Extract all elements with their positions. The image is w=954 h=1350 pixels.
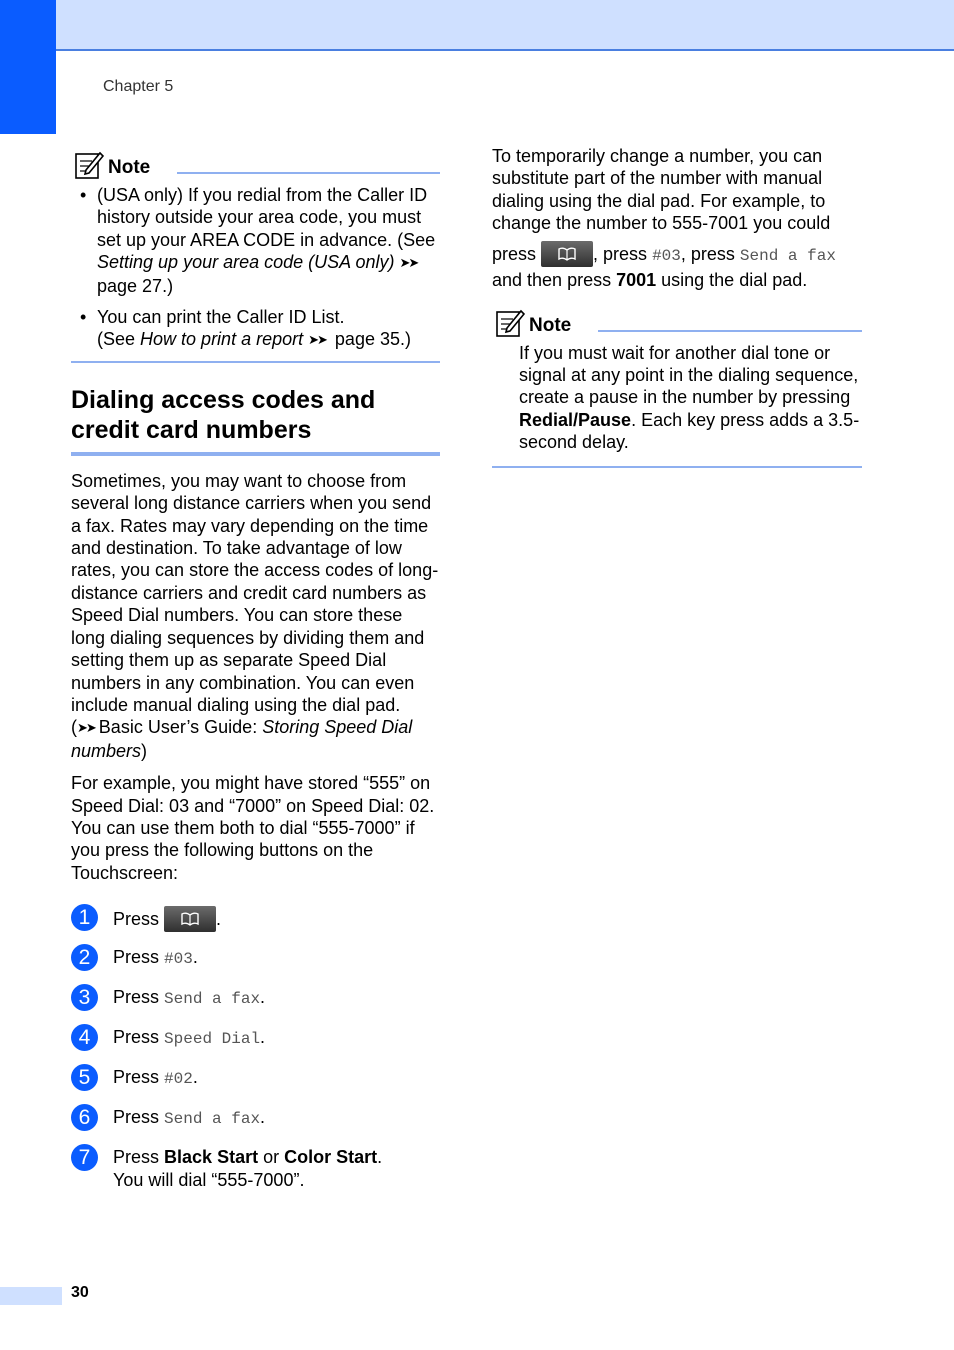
step-number-icon: 2 bbox=[71, 944, 98, 971]
note-list bbox=[71, 184, 440, 352]
step-number-icon: 4 bbox=[71, 1024, 98, 1051]
step-4: 4 Press Speed Dial. bbox=[71, 1026, 440, 1052]
note-end-rule bbox=[492, 466, 862, 468]
substitute-paragraph: To temporarily change a number, you can substitute part of the number with manual dialing using the dial pad. For example, to change the number to 555-7001 you could bbox=[492, 146, 831, 234]
machine-key: Black Start bbox=[164, 1147, 259, 1168]
example-paragraph: For example, you might have stored “555” on Speed Dial: 03 and “7000” on Speed Dial: 02. You can use them both to dial “555-7000” if you press the following buttons on the Touchscreen: bbox=[71, 773, 435, 883]
left-column bbox=[71, 150, 440, 1205]
note-box bbox=[492, 308, 862, 468]
reference-link: Setting up your area code (USA only) bbox=[97, 252, 395, 273]
note-header bbox=[71, 150, 440, 184]
double-arrow-icon: ➤➤ bbox=[308, 332, 326, 348]
note-item: • You can print the Caller ID List. (See How to print a report ➤➤ page 35.) bbox=[71, 306, 440, 352]
note-rule bbox=[177, 172, 440, 174]
note-text: If you must wait for another dial tone or signal at any point in the dialing sequence, create a pause in the number by pressing Redial/Pause. Each key press adds a 3.5-second delay. bbox=[519, 342, 860, 453]
touchscreen-key[interactable]: #03 bbox=[652, 246, 681, 265]
address-book-button[interactable] bbox=[541, 241, 593, 267]
note-item: • (USA only) If you redial from the Caller ID history outside your area code, you must set up your AREA CODE in advance. (See Setting up your area code (USA only) ➤➤ page 27.) bbox=[71, 184, 440, 297]
touchscreen-key[interactable]: Send a fax bbox=[164, 990, 261, 1009]
address-book-icon bbox=[558, 247, 576, 261]
double-arrow-icon: ➤➤ bbox=[399, 255, 418, 271]
note-pencil-icon bbox=[495, 308, 525, 338]
step-2: 2 Press #03. bbox=[71, 946, 440, 972]
step-6: 6 Press Send a fax. bbox=[71, 1106, 440, 1132]
touchscreen-key[interactable]: #02 bbox=[164, 1070, 193, 1089]
touchscreen-key[interactable]: Send a fax bbox=[739, 246, 836, 265]
section-heading: Dialing access codes and credit card numbers bbox=[71, 385, 440, 456]
note-header bbox=[492, 308, 862, 342]
reference-link: How to print a report bbox=[140, 329, 304, 350]
dial-digits: 7001 bbox=[616, 269, 657, 290]
right-column bbox=[492, 145, 862, 468]
step-7: 7 Press Black Start or Color Start. You will dial “555-7000”. bbox=[71, 1146, 440, 1191]
address-book-button[interactable] bbox=[164, 906, 216, 932]
step-1: 1 Press . bbox=[71, 906, 440, 932]
note-pencil-icon bbox=[74, 150, 104, 180]
step-list bbox=[71, 906, 440, 1191]
chapter-tab bbox=[0, 0, 56, 134]
touchscreen-key[interactable]: #03 bbox=[164, 950, 193, 969]
machine-key: Color Start bbox=[284, 1147, 378, 1168]
note-title: Note bbox=[108, 157, 151, 178]
step-number-icon: 3 bbox=[71, 984, 98, 1011]
step-number-icon: 7 bbox=[71, 1144, 98, 1171]
step-5: 5 Press #02. bbox=[71, 1066, 440, 1092]
step-number-icon: 1 bbox=[71, 904, 98, 931]
chapter-label: Chapter 5 bbox=[103, 78, 174, 95]
note-box bbox=[71, 150, 440, 363]
note-end-rule bbox=[71, 361, 440, 363]
intro-paragraph: Sometimes, you may want to choose from several long distance carriers when you send a fax. Rates may vary depending on the time and destination. To take advantage of low rates, you can store the access codes of long-distance carriers and credit card numbers as Speed Dial numbers. You can store these long dialing sequences by dividing them and setting them up as separate Speed Dial numbers in any combination. You can even include manual dialing using the dial pad. (➤➤ Basic User’s Guide: Storing Speed Dial numbers) bbox=[71, 470, 439, 761]
machine-key: Redial/Pause bbox=[519, 409, 632, 430]
reference-link: Storing Speed Dial numbers bbox=[71, 717, 413, 761]
footer-band bbox=[0, 1287, 62, 1305]
touchscreen-key[interactable]: Send a fax bbox=[164, 1110, 261, 1129]
double-arrow-icon: ➤➤ bbox=[77, 720, 95, 736]
touchscreen-key[interactable]: Speed Dial bbox=[164, 1030, 261, 1049]
header-band bbox=[0, 0, 954, 51]
address-book-icon bbox=[181, 912, 199, 926]
page-number: 30 bbox=[71, 1284, 89, 1301]
step-3: 3 Press Send a fax. bbox=[71, 986, 440, 1012]
step-number-icon: 6 bbox=[71, 1104, 98, 1131]
note-rule bbox=[598, 330, 862, 332]
note-title: Note bbox=[529, 314, 572, 336]
step-number-icon: 5 bbox=[71, 1064, 98, 1091]
substitute-example: press , press #03, press Send a fax and then press 7001 using the dial pad. bbox=[492, 241, 862, 292]
